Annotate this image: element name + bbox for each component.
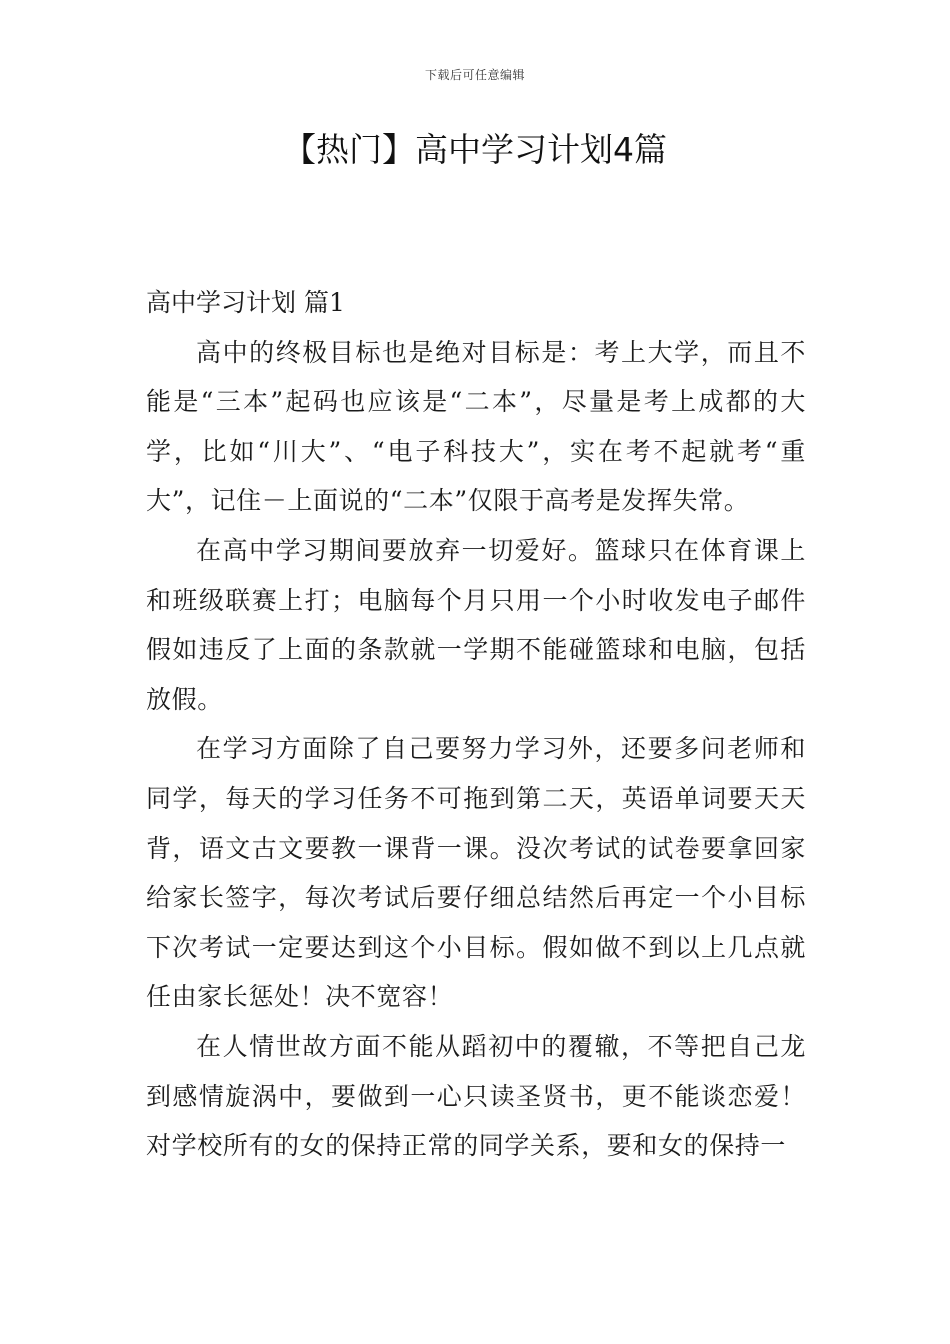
header-note: 下载后可任意编辑: [424, 68, 525, 82]
paragraph-relationships: 在人情世故方面不能从蹈初中的覆辙，不等把自己龙到感情旋涡中，要做到一心只读圣贤书，更不能谈恋爱！对学校所有的女的保持正常的同学关系，要和女的保持一: [146, 1031, 806, 1161]
paragraph-goal: 高中的终极目标也是绝对目标是：考上大学，而且不能是“三本”起码也应该是“二本”，尽量是考上成都的大学，比如“川大”、“电子科技大”，实在考不起就考“重大”，记住－上面说的“二本”仅限于高考是发挥失常。: [146, 337, 806, 516]
document-title: 【热门】高中学习计划4篇: [283, 130, 667, 169]
section-heading: 高中学习计划 篇1: [146, 288, 345, 317]
paragraph-study: 在学习方面除了自己要努力学习外，还要多问老师和同学，每天的学习任务不可拖到第二天，英语单词要天天背，语文古文要教一课背一课。没次考试的试卷要拿回家给家长签字，每次考试后要仔细总结然后再定一个小目标下次考试一定要达到这个小目标。假如做不到以上几点就任由家长惩处！决不宽容！: [146, 734, 806, 1012]
document-body: [146, 278, 806, 1171]
paragraph-hobbies: 在高中学习期间要放弃一切爱好。篮球只在体育课上和班级联赛上打；电脑每个月只用一个小时收发电子邮件假如违反了上面的条款就一学期不能碰篮球和电脑，包括放假。: [146, 535, 806, 714]
